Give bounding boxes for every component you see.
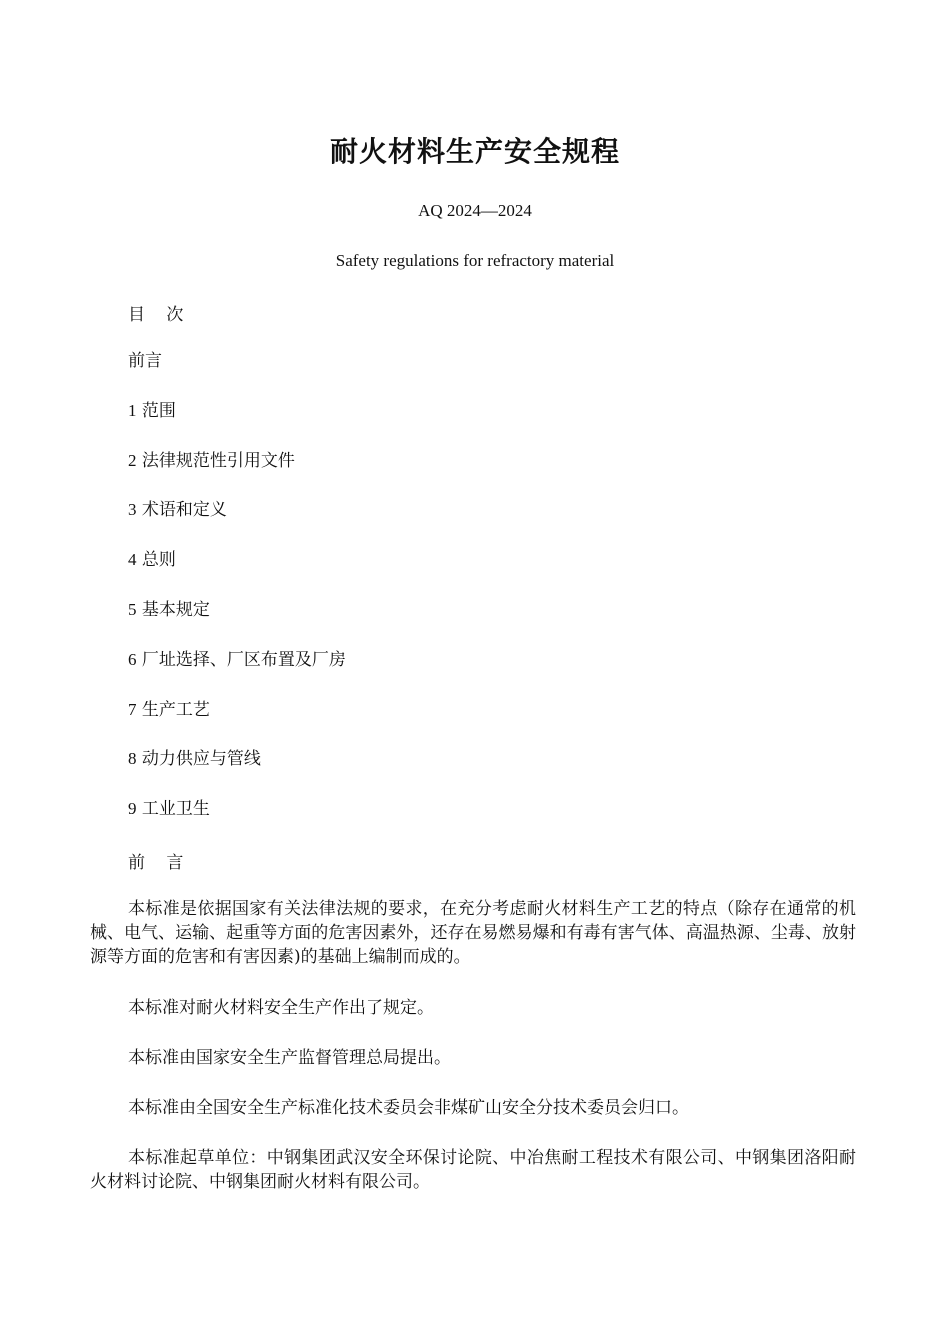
toc-item	[128, 748, 346, 798]
foreword-paragraph: 本标准是依据国家有关法律法规的要求，在充分考虑耐火材料生产工艺的特点（除存在通常的机械、电气、运输、起重等方面的危害因素外，还存在易燃易爆和有毒有害气体、高温热源、尘毒、放射源等方面的危害和有害因素)的基础上编制而成的。	[90, 899, 856, 967]
toc-item-number: 9	[128, 799, 137, 819]
toc-item-number: 4	[128, 550, 137, 570]
table-of-contents	[128, 350, 346, 848]
toc-item	[128, 599, 346, 649]
document-title: 耐火材料生产安全规程	[329, 135, 620, 168]
foreword-paragraph: 本标准由全国安全生产标准化技术委员会非煤矿山安全分技术委员会归口。	[128, 1098, 689, 1118]
toc-item-label: 动力供应与管线	[141, 749, 261, 770]
toc-item	[128, 400, 346, 450]
toc-item	[128, 699, 346, 749]
toc-item	[128, 450, 346, 500]
standard-code: AQ 2024—2024	[418, 201, 532, 220]
toc-item-number: 7	[128, 699, 137, 719]
foreword-paragraph: 本标准对耐火材料安全生产作出了规定。	[128, 998, 434, 1018]
toc-heading: 目 次	[128, 305, 192, 325]
toc-item-label: 前言	[128, 351, 162, 371]
toc-item-number: 2	[128, 450, 137, 470]
toc-item-label: 工业卫生	[141, 799, 210, 820]
toc-item	[128, 798, 346, 848]
toc-item-label: 法律规范性引用文件	[141, 450, 295, 471]
english-title: Safety regulations for refractory material	[335, 251, 615, 270]
toc-item-label: 术语和定义	[141, 500, 227, 521]
toc-item	[128, 549, 346, 599]
toc-item-label: 总则	[141, 550, 176, 571]
toc-item-label: 范围	[141, 400, 176, 421]
toc-item	[128, 649, 346, 699]
toc-item-label: 基本规定	[141, 599, 210, 620]
toc-item-number: 8	[128, 749, 137, 769]
toc-item-number: 5	[128, 599, 137, 619]
toc-item-number: 6	[128, 649, 137, 669]
toc-item-number: 1	[128, 400, 137, 420]
toc-item-label: 生产工艺	[141, 699, 210, 720]
toc-item	[128, 499, 346, 549]
foreword-paragraph: 本标准起草单位：中钢集团武汉安全环保讨论院、中冶焦耐工程技术有限公司、中钢集团洛阳耐火材料讨论院、中钢集团耐火材料有限公司。	[90, 1148, 856, 1192]
toc-item-number: 3	[128, 500, 137, 520]
foreword-paragraph: 本标准由国家安全生产监督管理总局提出。	[128, 1048, 451, 1068]
toc-item-label: 厂址选择、厂区布置及厂房	[141, 649, 346, 670]
toc-item	[128, 350, 346, 400]
foreword-heading: 前 言	[128, 853, 192, 873]
